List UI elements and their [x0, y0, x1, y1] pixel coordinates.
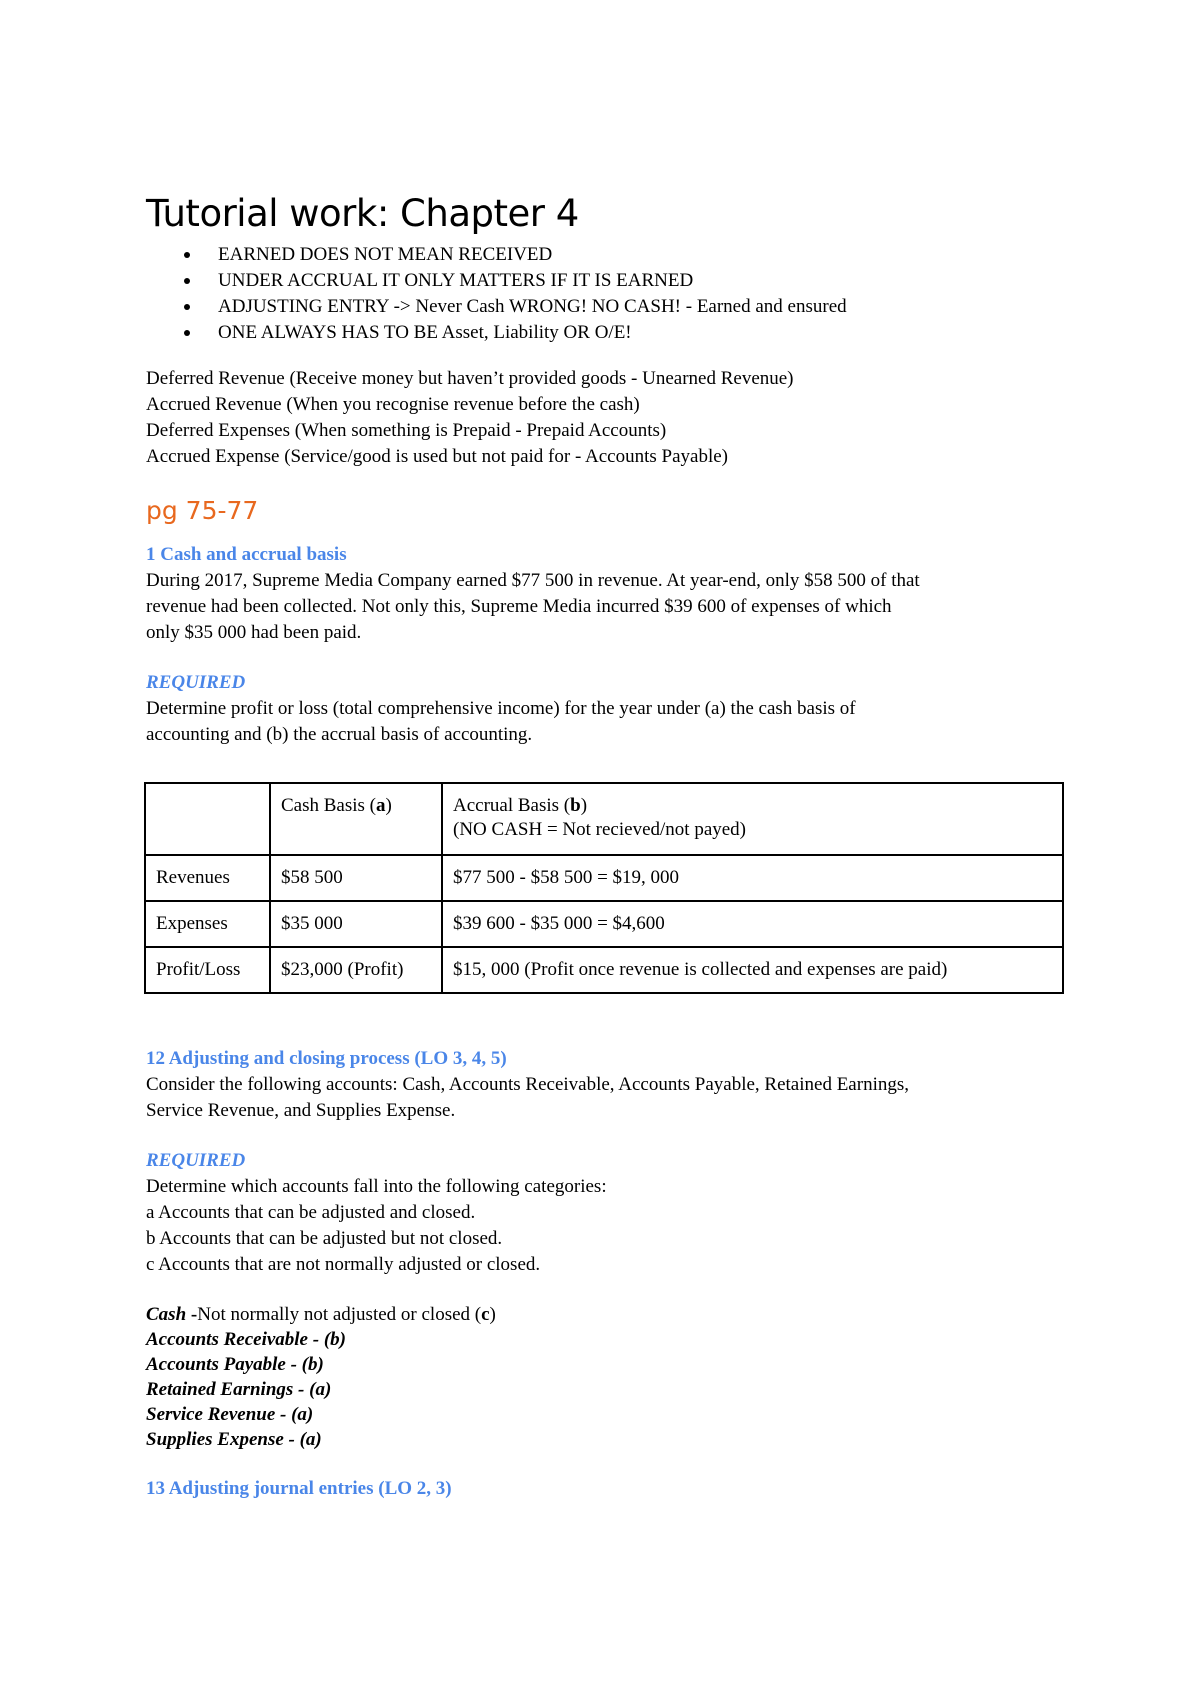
- bullet-icon: [184, 304, 190, 310]
- bullet-item: UNDER ACCRUAL IT ONLY MATTERS IF IT IS EARNED: [146, 268, 1066, 294]
- required-categories: Determine which accounts fall into the following categories: a Accounts that can be adjusted and closed. b Accounts that can be adjusted but not closed. c Accounts that are not normally adjusted or closed.: [146, 1176, 607, 1275]
- page-title: Tutorial work: Chapter 4: [146, 192, 579, 235]
- definition-line: Deferred Revenue (Receive money but haven’t provided goods - Unearned Revenue): [146, 368, 794, 389]
- table-header-row: [145, 783, 1063, 855]
- accrual-value: $15, 000 (Profit once revenue is collected and expenses are paid): [442, 947, 1063, 993]
- table-header-accrual: Accrual Basis (b) (NO CASH = Not recieved/not payed): [442, 783, 1063, 855]
- required-label: REQUIRED: [146, 672, 246, 693]
- cash-value: $23,000 (Profit): [270, 947, 442, 993]
- answer-item: Accounts Payable - (b): [146, 1354, 324, 1375]
- bullet-icon: [184, 330, 190, 336]
- definition-line: Accrued Revenue (When you recognise revenue before the cash): [146, 394, 640, 415]
- bullet-item: ADJUSTING ENTRY -> Never Cash WRONG! NO CASH! - Earned and ensured: [146, 294, 1066, 320]
- answer-item: Service Revenue - (a): [146, 1404, 314, 1425]
- required-text: Determine profit or loss (total comprehensive income) for the year under (a) the cash basis of: [146, 698, 856, 719]
- row-label: Revenues: [145, 855, 270, 901]
- question-1-text: During 2017, Supreme Media Company earned $77 500 in revenue. At year-end, only $58 500 of that revenue had been collected. Not only this, Supreme Media incurred $39 600 of expenses of which only $35 000 had been paid.: [146, 570, 920, 643]
- cash-accrual-table: [144, 782, 1064, 994]
- answers-list: [146, 1302, 1066, 1452]
- cash-value: $58 500: [270, 855, 442, 901]
- answer-cash: Cash -Not normally not adjusted or closed (c): [146, 1304, 496, 1325]
- definition-line: Accrued Expense (Service/good is used but not paid for - Accounts Payable): [146, 446, 728, 467]
- answer-item: Accounts Receivable - (b): [146, 1329, 346, 1350]
- key-points-list: [146, 242, 1066, 346]
- page-reference: pg 75-77: [146, 496, 259, 525]
- bullet-item: EARNED DOES NOT MEAN RECEIVED: [146, 242, 1066, 268]
- cash-value: $35 000: [270, 901, 442, 947]
- required-label: REQUIRED: [146, 1150, 246, 1171]
- document-content: [146, 190, 1066, 1502]
- bullet-icon: [184, 252, 190, 258]
- answer-item: Retained Earnings - (a): [146, 1379, 332, 1400]
- question-1: [146, 542, 1066, 994]
- definitions-block: [146, 366, 1066, 470]
- definition-line: Deferred Expenses (When something is Prepaid - Prepaid Accounts): [146, 420, 667, 441]
- table-header-empty: [145, 783, 270, 855]
- question-12-heading: 12 Adjusting and closing process (LO 3, 4, 5): [146, 1048, 507, 1069]
- question-12: [146, 1046, 1066, 1452]
- question-1-heading: 1 Cash and accrual basis: [146, 544, 347, 565]
- required-text: accounting and (b) the accrual basis of accounting.: [146, 724, 533, 745]
- row-label: Profit/Loss: [145, 947, 270, 993]
- table-row: [145, 855, 1063, 901]
- accrual-value: $77 500 - $58 500 = $19, 000: [442, 855, 1063, 901]
- question-13-heading: 13 Adjusting journal entries (LO 2, 3): [146, 1478, 452, 1499]
- row-label: Expenses: [145, 901, 270, 947]
- question-12-text: Consider the following accounts: Cash, Accounts Receivable, Accounts Payable, Retained Earnings, Service Revenue, and Supplies Expense.: [146, 1074, 909, 1121]
- table-row: [145, 947, 1063, 993]
- bullet-item: ONE ALWAYS HAS TO BE Asset, Liability OR O/E!: [146, 320, 1066, 346]
- table-header-cash: Cash Basis (a): [270, 783, 442, 855]
- accrual-value: $39 600 - $35 000 = $4,600: [442, 901, 1063, 947]
- table-row: [145, 901, 1063, 947]
- answer-item: Supplies Expense - (a): [146, 1429, 322, 1450]
- bullet-icon: [184, 278, 190, 284]
